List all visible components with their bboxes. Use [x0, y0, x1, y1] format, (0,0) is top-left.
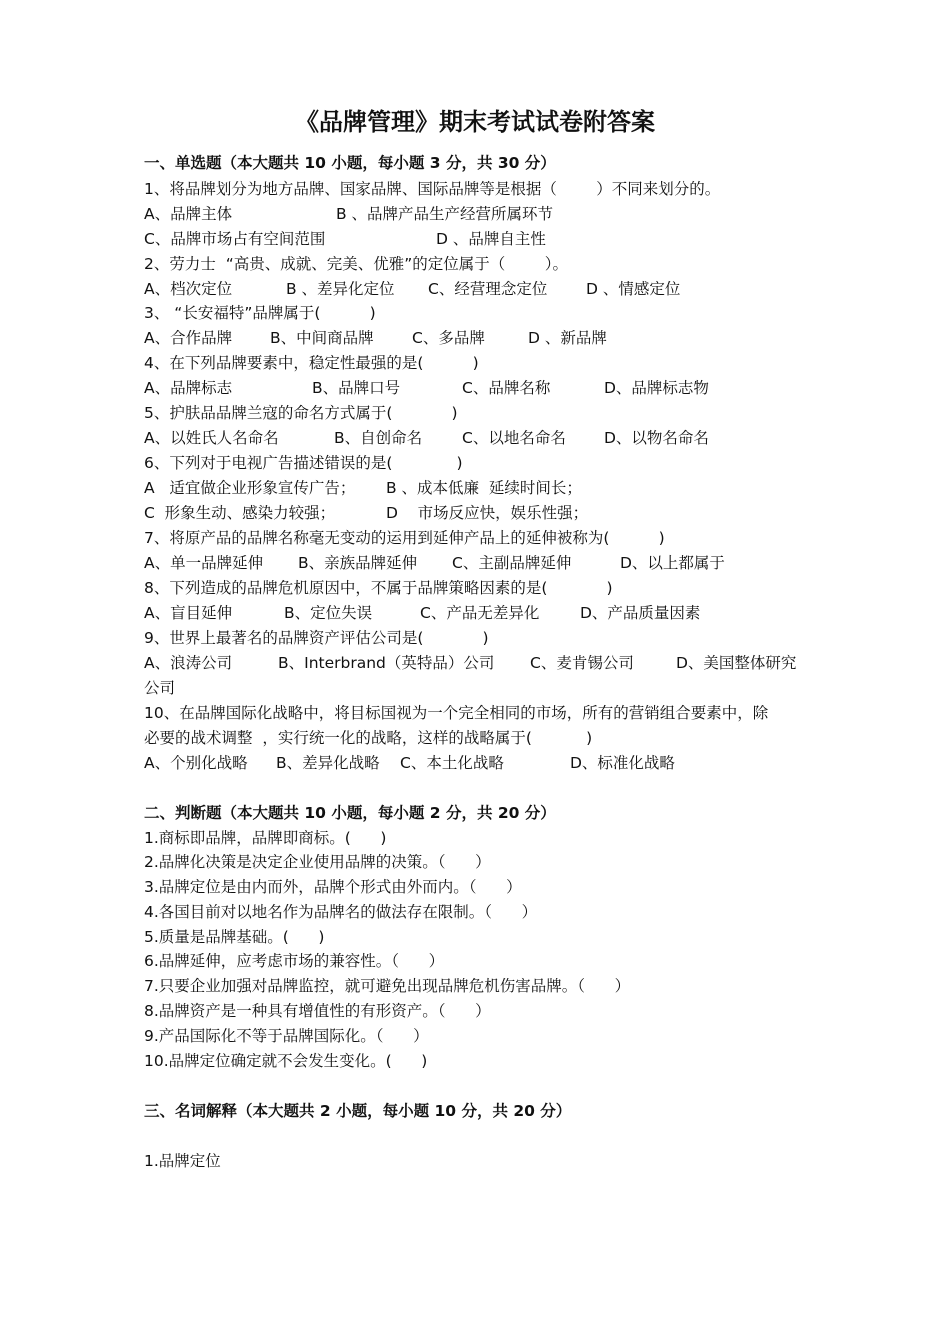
option: C、麦肯锡公司: [530, 654, 634, 672]
option: A 适宜做企业形象宣传广告；: [144, 479, 356, 497]
option: C、主副品牌延伸: [452, 554, 572, 572]
option: A、个别化战略: [144, 754, 248, 772]
question-stem: 6、下列对于电视广告描述错误的是( ): [144, 454, 463, 472]
option: D 市场反应快，娱乐性强；: [386, 504, 589, 522]
option: D 、情感定位: [586, 280, 681, 298]
question-stem: 4、在下列品牌要素中，稳定性最强的是( ): [144, 354, 479, 372]
option: A、品牌标志: [144, 379, 233, 397]
option: B 、品牌产品生产经营所属环节: [336, 205, 554, 223]
question-stem: 9、世界上最著名的品牌资产评估公司是( ): [144, 629, 489, 647]
option: D 、新品牌: [528, 329, 607, 347]
judgement-item: 4.各国目前对以地名作为品牌名的做法存在限制。（ ）: [144, 903, 538, 921]
option: A、品牌主体: [144, 205, 233, 223]
question-stem: 1、将品牌划分为地方品牌、国家品牌、国际品牌等是根据（ ）不同来划分的。: [144, 180, 721, 198]
option: C、品牌名称: [462, 379, 551, 397]
option: C、经营理念定位: [428, 280, 548, 298]
option: B、中间商品牌: [270, 329, 374, 347]
option: A、合作品牌: [144, 329, 233, 347]
question-stem: 5、护肤品品牌兰寇的命名方式属于( ): [144, 404, 458, 422]
option: B、亲族品牌延伸: [298, 554, 418, 572]
option: D、美国整体研究: [676, 654, 797, 672]
question-stem-continuation: 必要的战术调整 ，实行统一化的战略，这样的战略属于( ): [144, 729, 593, 747]
option: B、自创命名: [334, 429, 423, 447]
option: B 、成本低廉 延续时间长；: [386, 479, 582, 497]
judgement-item: 1.商标即品牌，品牌即商标。( ): [144, 829, 387, 847]
option: D 、品牌自主性: [436, 230, 546, 248]
option: A、浪涛公司: [144, 654, 233, 672]
option: A、盲目延伸: [144, 604, 233, 622]
judgement-item: 9.产品国际化不等于品牌国际化。（ ）: [144, 1027, 429, 1045]
section-heading-single-choice: 一、单选题（本大题共 10 小题，每小题 3 分，共 30 分）: [144, 154, 556, 172]
option-continuation: 公司: [144, 679, 176, 697]
option: D、以上都属于: [620, 554, 725, 572]
option: A、以姓氏人名命名: [144, 429, 279, 447]
option: B、Interbrand（英特品）公司: [278, 654, 495, 672]
option: B、品牌口号: [312, 379, 401, 397]
question-stem: 7、将原产品的品牌名称毫无变动的运用到延伸产品上的延伸被称为( ): [144, 529, 665, 547]
option: B、差异化战略: [276, 754, 380, 772]
judgement-item: 7.只要企业加强对品牌监控，就可避免出现品牌危机伤害品牌。（ ）: [144, 977, 631, 995]
judgement-item: 2.品牌化决策是决定企业使用品牌的决策。（ ）: [144, 853, 491, 871]
option: C、以地名命名: [462, 429, 566, 447]
option: A、档次定位: [144, 280, 233, 298]
question-stem: 2、劳力士 “高贵、成就、完美、优雅”的定位属于（ ）。: [144, 255, 568, 273]
judgement-item: 8.品牌资产是一种具有增值性的有形资产。（ ）: [144, 1002, 491, 1020]
option: D、标准化战略: [570, 754, 675, 772]
question-stem: 8、下列造成的品牌危机原因中，不属于品牌策略因素的是( ): [144, 579, 613, 597]
option: B 、差异化定位: [286, 280, 395, 298]
option: A、单一品牌延伸: [144, 554, 264, 572]
option: C、产品无差异化: [420, 604, 540, 622]
option: D、品牌标志物: [604, 379, 709, 397]
document-title: 《品牌管理》期末考试试卷附答案: [295, 108, 655, 136]
section-heading-true-false: 二、判断题（本大题共 10 小题，每小题 2 分，共 20 分）: [144, 804, 556, 822]
term-item: 1.品牌定位: [144, 1152, 221, 1170]
option: D、以物名命名: [604, 429, 709, 447]
question-stem: 10、在品牌国际化战略中，将目标国视为一个完全相同的市场，所有的营销组合要素中，除: [144, 704, 769, 722]
option: C、多品牌: [412, 329, 485, 347]
option: C、本土化战略: [400, 754, 504, 772]
judgement-item: 5.质量是品牌基础。( ): [144, 928, 325, 946]
section-heading-term-explanation: 三、名词解释（本大题共 2 小题，每小题 10 分，共 20 分）: [144, 1102, 572, 1120]
option: D、产品质量因素: [580, 604, 701, 622]
option: B、定位失误: [284, 604, 373, 622]
option: C 形象生动、感染力较强；: [144, 504, 336, 522]
option: C、品牌市场占有空间范围: [144, 230, 326, 248]
judgement-item: 10.品牌定位确定就不会发生变化。( ): [144, 1052, 428, 1070]
judgement-item: 3.品牌定位是由内而外，品牌个形式由外而内。（ ）: [144, 878, 522, 896]
judgement-item: 6.品牌延伸，应考虑市场的兼容性。（ ）: [144, 952, 445, 970]
question-stem: 3、 “长安福特”品牌属于( ): [144, 304, 376, 322]
